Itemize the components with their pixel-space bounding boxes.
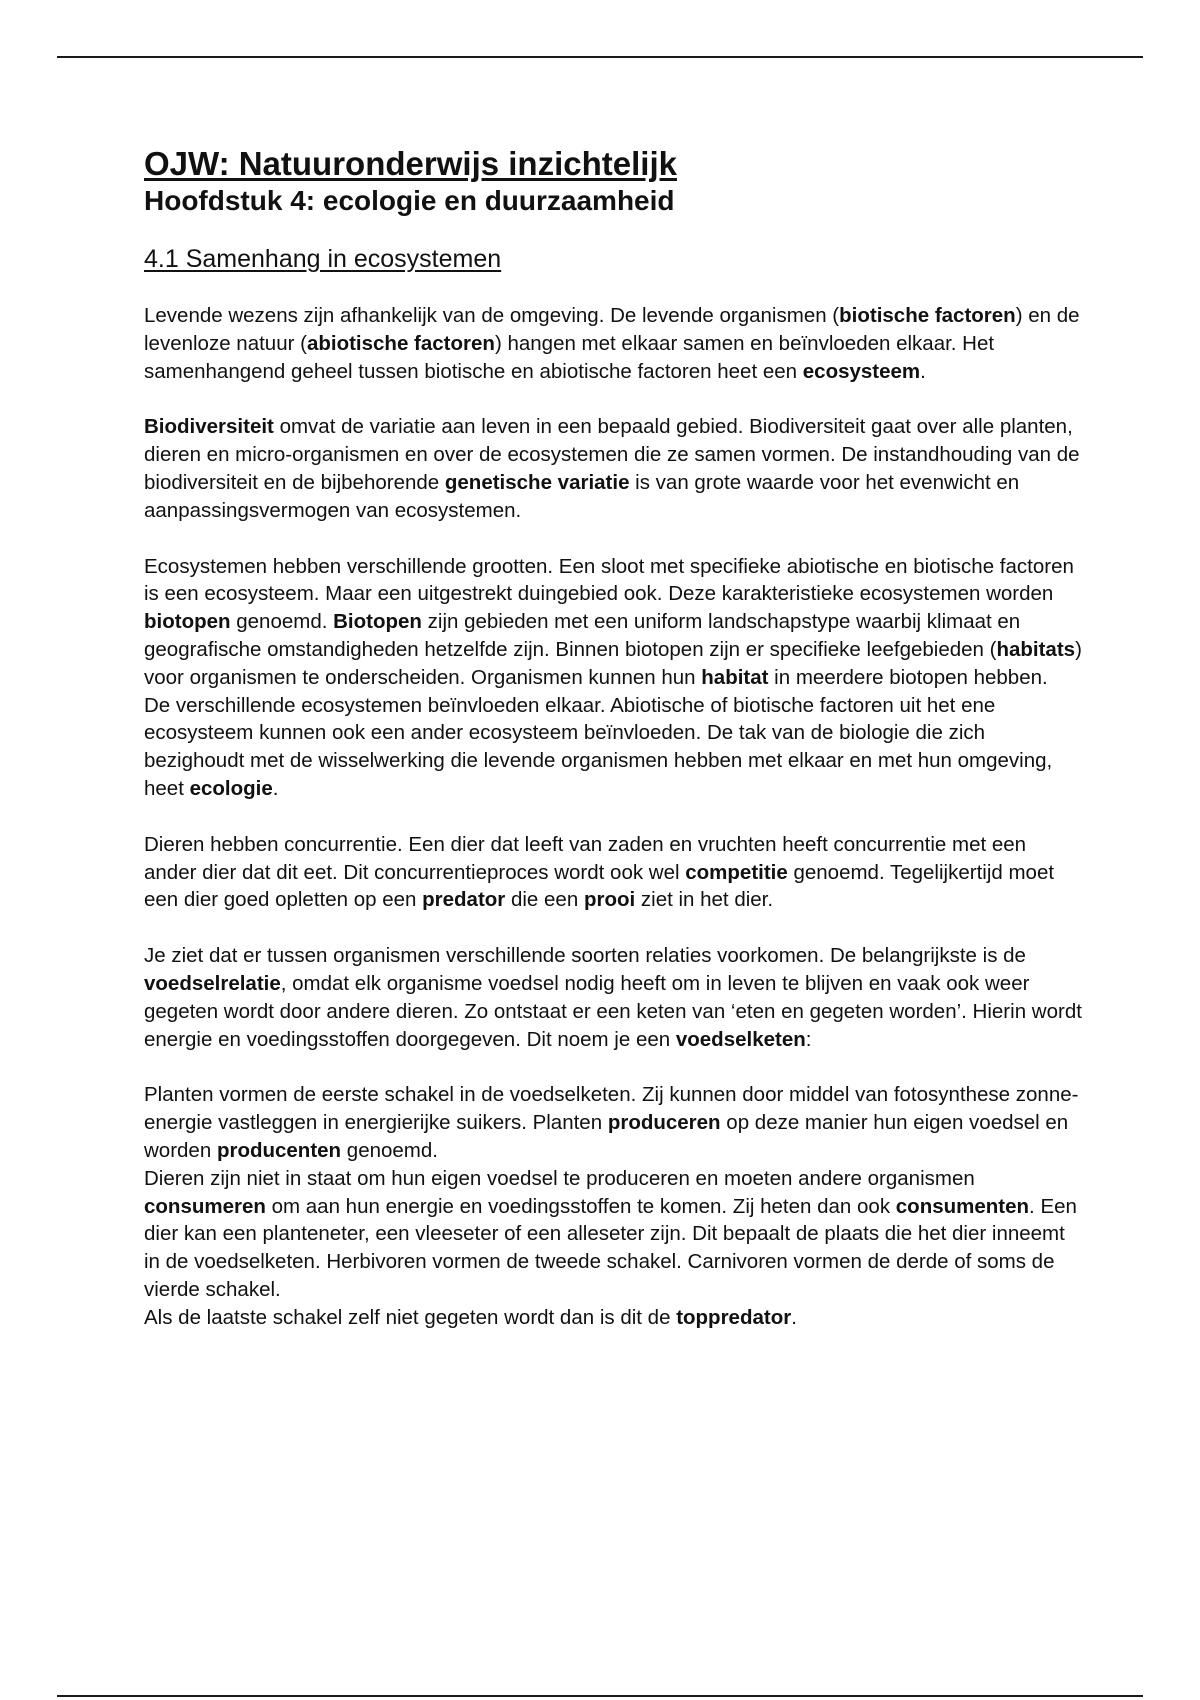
bold-term: Biotopen bbox=[333, 610, 422, 634]
bold-term: genetische variatie bbox=[444, 470, 630, 494]
text-run: Je ziet dat er tussen organismen verschillende soorten relaties voorkomen. De belangrijkste is de bbox=[144, 944, 1026, 968]
text-run: die een bbox=[505, 888, 584, 912]
paragraph bbox=[144, 413, 1084, 524]
text-run: Als de laatste schakel zelf niet gegeten wordt dan is dit de bbox=[144, 1305, 677, 1329]
bold-term: voedselketen bbox=[675, 1027, 806, 1051]
document-title: OJW: Natuuronderwijs inzichtelijk bbox=[144, 145, 677, 182]
text-run: ) en de levenloze natuur ( bbox=[144, 304, 1080, 355]
bold-term: ecologie bbox=[189, 776, 273, 800]
body-text bbox=[144, 302, 1084, 1332]
bold-term: biotopen bbox=[144, 610, 231, 634]
bold-term: Biodiversiteit bbox=[144, 415, 274, 439]
bold-term: biotische factoren bbox=[839, 304, 1016, 327]
paragraph bbox=[144, 1081, 1084, 1164]
top-rule bbox=[57, 56, 1143, 58]
bold-term: toppredator bbox=[676, 1305, 792, 1329]
bold-term: competitie bbox=[685, 860, 788, 884]
text-run: De verschillende ecosystemen beïnvloeden elkaar. Abiotische of biotische factoren uit het ene ecosysteem kunnen ook een ander ecosysteem beïnvloeden. De tak van de biologie die zich bezighoudt met de wisselwerking die levende organismen hebben met elkaar en met hun omgeving, heet bbox=[144, 693, 1053, 800]
text-run: . Een dier kan een planteneter, een vleeseter of een alleseter zijn. Dit bepaalt de plaats die het dier inneemt in de voedselketen. Herbivoren vormen de tweede schakel. Carnivoren vormen de derde of soms de vierde schakel. bbox=[144, 1194, 1077, 1301]
paragraph bbox=[144, 692, 1084, 803]
text-run: in meerdere biotopen hebben. bbox=[768, 665, 1048, 689]
bold-term: producenten bbox=[216, 1138, 342, 1162]
text-run: . bbox=[920, 359, 926, 383]
paragraph bbox=[144, 553, 1084, 692]
paragraph bbox=[144, 831, 1084, 914]
text-run: genoemd. Tegelijkertijd moet een dier goed opletten op een bbox=[144, 860, 1055, 912]
text-run: om aan hun energie en voedingsstoffen te komen. Zij heten dan ook bbox=[265, 1194, 896, 1218]
paragraph bbox=[144, 302, 1084, 385]
text-run: : bbox=[805, 1027, 812, 1051]
text-run: Planten vormen de eerste schakel in de voedselketen. Zij kunnen door middel van fotosynthese zonne-energie vastleggen in energierijke suikers. Planten bbox=[144, 1083, 1079, 1135]
text-run: . bbox=[272, 776, 279, 800]
text-run: Dieren hebben concurrentie. Een dier dat leeft van zaden en vruchten heeft concurrentie met een ander dier dat dit eet. Dit concurrentieproces wordt ook wel bbox=[144, 832, 1027, 884]
text-run: ziet in het dier. bbox=[635, 888, 774, 912]
paragraph bbox=[144, 942, 1084, 1053]
text-run: Dieren zijn niet in staat om hun eigen voedsel te produceren en moeten andere organismen bbox=[144, 1166, 975, 1190]
bold-term: ecosysteem bbox=[802, 359, 921, 383]
chapter-title: Hoofdstuk 4: ecologie en duurzaamheid bbox=[144, 185, 675, 216]
bold-term: prooi bbox=[583, 888, 636, 912]
text-run: Ecosystemen hebben verschillende grootten. Een sloot met specifieke abiotische en biotische factoren is een ecosysteem. Maar een uitgestrekt duingebied ook. Deze karakteristieke ecosystemen worden bbox=[144, 554, 1074, 606]
bottom-rule bbox=[57, 1695, 1143, 1697]
bold-term: abiotische factoren bbox=[306, 331, 495, 355]
bold-term: habitat bbox=[701, 665, 769, 689]
bold-term: consumenten bbox=[895, 1194, 1030, 1218]
text-run: op deze manier hun eigen voedsel en worden bbox=[144, 1111, 1069, 1162]
document-page bbox=[144, 144, 1084, 1332]
text-run: omvat de variatie aan leven in een bepaald gebied. Biodiversiteit gaat over alle planten, dieren en micro-organismen en over de ecosystemen die ze samen vormen. De instandhouding van de biodiversiteit en de bijbehorende bbox=[144, 415, 1080, 494]
text-run: ) hangen met elkaar samen en beïnvloeden elkaar. Het samenhangend geheel tussen biotische en abiotische factoren heet een bbox=[144, 331, 995, 383]
section-title: 4.1 Samenhang in ecosystemen bbox=[144, 245, 502, 273]
text-run: zijn gebieden met een uniform landschapstype waarbij klimaat en geografische omstandigheden hetzelfde zijn. Binnen biotopen zijn er specifieke leefgebieden ( bbox=[144, 610, 1021, 661]
bold-term: voedselrelatie bbox=[144, 971, 281, 995]
paragraph bbox=[144, 1304, 1084, 1332]
bold-term: consumeren bbox=[144, 1194, 266, 1218]
bold-term: predator bbox=[422, 888, 506, 912]
text-run: genoemd. bbox=[230, 610, 334, 634]
text-run: Levende wezens zijn afhankelijk van de omgeving. De levende organismen ( bbox=[144, 304, 840, 327]
text-run: genoemd. bbox=[341, 1138, 438, 1162]
text-run: , omdat elk organisme voedsel nodig heeft om in leven te blijven en vaak ook weer gegeten wordt door andere dieren. Zo ontstaat er een keten van ‘eten en gegeten worden’. Hierin wordt energie en voedingsstoffen doorgegeven. Dit noem je een bbox=[144, 971, 1082, 1051]
text-run: ) voor organismen te onderscheiden. Organismen kunnen hun bbox=[144, 637, 1082, 689]
bold-term: habitats bbox=[996, 637, 1076, 661]
text-run: is van grote waarde voor het evenwicht en aanpassingsvermogen van ecosystemen. bbox=[144, 470, 1020, 522]
bold-term: produceren bbox=[607, 1111, 721, 1135]
paragraph bbox=[144, 1165, 1084, 1304]
text-run: . bbox=[791, 1305, 797, 1329]
